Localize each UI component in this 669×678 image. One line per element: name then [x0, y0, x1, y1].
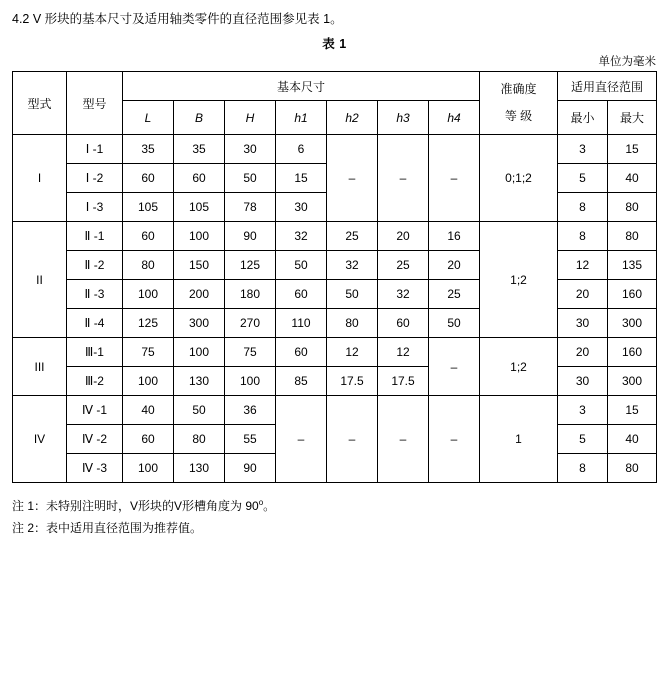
- value-h4: 25: [429, 280, 480, 309]
- value-h1: 60: [276, 338, 327, 367]
- value-H: 270: [225, 309, 276, 338]
- model-cell: Ⅱ -4: [67, 309, 123, 338]
- value-min: 20: [558, 280, 608, 309]
- table-row: [13, 309, 657, 338]
- note-2: 注 2：表中适用直径范围为推荐值。: [12, 521, 203, 535]
- value-max: 40: [608, 425, 657, 454]
- table-body: [13, 135, 657, 483]
- value-h2: –: [327, 396, 378, 483]
- value-min: 8: [558, 193, 608, 222]
- value-H: 75: [225, 338, 276, 367]
- value-H: 55: [225, 425, 276, 454]
- model-cell: Ⅱ -2: [67, 251, 123, 280]
- header-dim-L: L: [123, 101, 174, 135]
- header-row-1: [13, 72, 657, 101]
- value-max: 80: [608, 454, 657, 483]
- value-B: 60: [174, 164, 225, 193]
- value-B: 130: [174, 454, 225, 483]
- intro-paragraph: 4.2 V 形块的基本尺寸及适用轴类零件的直径范围参见表 1。: [12, 12, 343, 26]
- table-row: [13, 222, 657, 251]
- model-cell: Ⅲ-1: [67, 338, 123, 367]
- table-row: [13, 280, 657, 309]
- table-row: [13, 251, 657, 280]
- table-row: [13, 396, 657, 425]
- value-L: 100: [123, 367, 174, 396]
- note-1: [12, 492, 657, 517]
- header-dim-H: H: [225, 101, 276, 135]
- value-max: 80: [608, 222, 657, 251]
- value-max: 160: [608, 338, 657, 367]
- model-cell: Ⅰ -3: [67, 193, 123, 222]
- header-dim-h3: h3: [378, 101, 429, 135]
- value-h3: –: [378, 396, 429, 483]
- value-h1: 32: [276, 222, 327, 251]
- value-h1: 50: [276, 251, 327, 280]
- value-H: 100: [225, 367, 276, 396]
- value-h4: –: [429, 135, 480, 222]
- value-L: 40: [123, 396, 174, 425]
- value-B: 80: [174, 425, 225, 454]
- value-h1: 15: [276, 164, 327, 193]
- value-h3: 25: [378, 251, 429, 280]
- header-dim-h4: h4: [429, 101, 480, 135]
- group-type-I: I: [13, 135, 67, 222]
- value-B: 150: [174, 251, 225, 280]
- model-cell: Ⅱ -1: [67, 222, 123, 251]
- unit-note: 单位为毫米: [598, 56, 656, 68]
- group-type-II: II: [13, 222, 67, 338]
- value-B: 200: [174, 280, 225, 309]
- model-cell: Ⅰ -1: [67, 135, 123, 164]
- header-dim-B: B: [174, 101, 225, 135]
- value-h2: –: [327, 135, 378, 222]
- value-h1: 110: [276, 309, 327, 338]
- value-min: 5: [558, 164, 608, 193]
- value-h3: 20: [378, 222, 429, 251]
- value-L: 60: [123, 164, 174, 193]
- value-L: 100: [123, 280, 174, 309]
- header-diameter-range: 适用直径范围: [558, 72, 657, 101]
- value-h2: 50: [327, 280, 378, 309]
- note-1-end: 。: [263, 499, 276, 513]
- model-cell: Ⅱ -3: [67, 280, 123, 309]
- header-dim-h1: h1: [276, 101, 327, 135]
- value-L: 80: [123, 251, 174, 280]
- model-cell: Ⅳ -3: [67, 454, 123, 483]
- value-L: 100: [123, 454, 174, 483]
- value-min: 8: [558, 454, 608, 483]
- table-header: [13, 72, 657, 135]
- value-min: 3: [558, 135, 608, 164]
- value-min: 8: [558, 222, 608, 251]
- note-1-text: 注 1：未特别注明时，V形块的V形槽角度为 90: [12, 499, 259, 513]
- value-H: 78: [225, 193, 276, 222]
- value-B: 100: [174, 222, 225, 251]
- degree-symbol: o: [258, 498, 264, 507]
- header-dim-h2: h2: [327, 101, 378, 135]
- value-max: 15: [608, 135, 657, 164]
- accuracy-I: 0;1;2: [480, 135, 558, 222]
- header-min: 最小: [558, 101, 608, 135]
- table-title: 表 1: [322, 37, 347, 51]
- value-h2: 32: [327, 251, 378, 280]
- value-B: 130: [174, 367, 225, 396]
- value-L: 35: [123, 135, 174, 164]
- value-max: 135: [608, 251, 657, 280]
- value-h4: –: [429, 338, 480, 396]
- value-B: 100: [174, 338, 225, 367]
- value-L: 75: [123, 338, 174, 367]
- value-H: 180: [225, 280, 276, 309]
- value-L: 125: [123, 309, 174, 338]
- value-H: 36: [225, 396, 276, 425]
- value-B: 105: [174, 193, 225, 222]
- value-h3: 32: [378, 280, 429, 309]
- value-h1: 60: [276, 280, 327, 309]
- header-type: 型式: [13, 72, 67, 135]
- value-min: 30: [558, 309, 608, 338]
- header-max: 最大: [608, 101, 657, 135]
- table-row: [13, 338, 657, 367]
- value-max: 300: [608, 367, 657, 396]
- value-h1: –: [276, 396, 327, 483]
- value-h4: –: [429, 396, 480, 483]
- value-L: 60: [123, 222, 174, 251]
- value-h1: 6: [276, 135, 327, 164]
- table-row: [13, 135, 657, 164]
- model-cell: Ⅲ-2: [67, 367, 123, 396]
- accuracy-IV: 1: [480, 396, 558, 483]
- value-L: 60: [123, 425, 174, 454]
- table-row: [13, 367, 657, 396]
- header-basic-dims: 基本尺寸: [123, 72, 480, 101]
- table-notes: [12, 492, 657, 539]
- value-min: 30: [558, 367, 608, 396]
- header-accuracy: [480, 72, 558, 135]
- value-h4: 20: [429, 251, 480, 280]
- accuracy-II: 1;2: [480, 222, 558, 338]
- group-type-IV: IV: [13, 396, 67, 483]
- value-H: 90: [225, 454, 276, 483]
- header-accuracy-line1: 准确度: [500, 82, 537, 96]
- value-h3: 17.5: [378, 367, 429, 396]
- header-accuracy-line2: 等 级: [504, 109, 533, 123]
- model-cell: Ⅳ -1: [67, 396, 123, 425]
- value-h2: 25: [327, 222, 378, 251]
- dimensions-table: [12, 71, 657, 483]
- value-h2: 12: [327, 338, 378, 367]
- model-cell: Ⅳ -2: [67, 425, 123, 454]
- value-h3: 60: [378, 309, 429, 338]
- header-model: 型号: [67, 72, 123, 135]
- value-H: 125: [225, 251, 276, 280]
- value-B: 35: [174, 135, 225, 164]
- value-min: 5: [558, 425, 608, 454]
- model-cell: Ⅰ -2: [67, 164, 123, 193]
- value-h1: 30: [276, 193, 327, 222]
- value-max: 300: [608, 309, 657, 338]
- value-min: 12: [558, 251, 608, 280]
- value-L: 105: [123, 193, 174, 222]
- group-type-III: III: [13, 338, 67, 396]
- value-B: 50: [174, 396, 225, 425]
- value-min: 20: [558, 338, 608, 367]
- value-min: 3: [558, 396, 608, 425]
- value-h4: 16: [429, 222, 480, 251]
- value-h2: 17.5: [327, 367, 378, 396]
- value-h3: –: [378, 135, 429, 222]
- value-H: 30: [225, 135, 276, 164]
- value-h4: 50: [429, 309, 480, 338]
- value-H: 90: [225, 222, 276, 251]
- value-max: 160: [608, 280, 657, 309]
- value-max: 15: [608, 396, 657, 425]
- value-max: 40: [608, 164, 657, 193]
- value-B: 300: [174, 309, 225, 338]
- value-H: 50: [225, 164, 276, 193]
- value-h3: 12: [378, 338, 429, 367]
- value-h2: 80: [327, 309, 378, 338]
- value-h1: 85: [276, 367, 327, 396]
- value-max: 80: [608, 193, 657, 222]
- accuracy-III: 1;2: [480, 338, 558, 396]
